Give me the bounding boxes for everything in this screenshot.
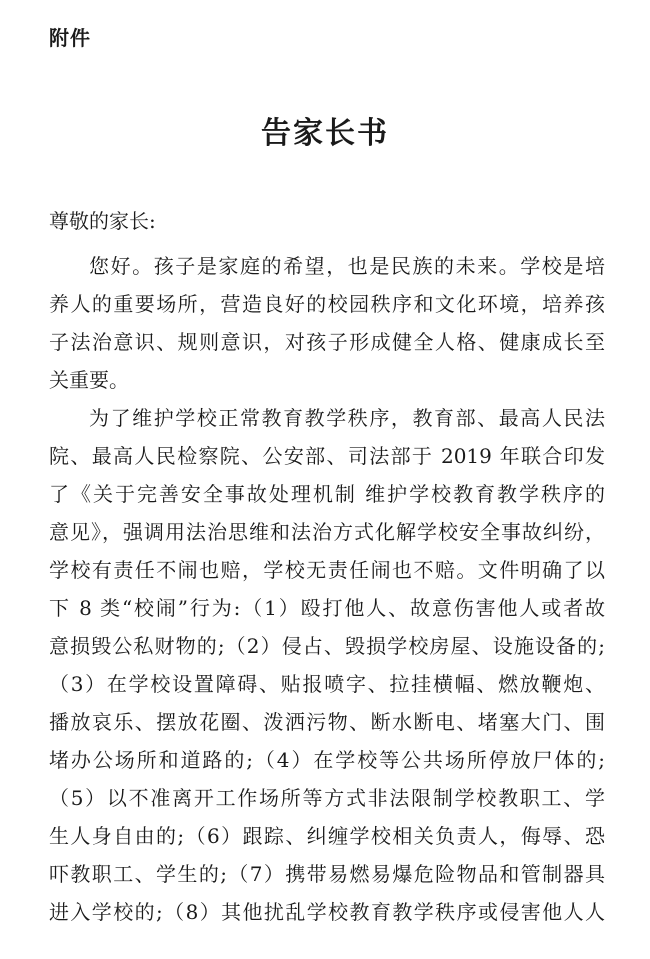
salutation: 尊敬的家长: (49, 209, 156, 233)
body-line: 了《关于完善安全事故处理机制 维护学校教育教学秩序的 (49, 482, 605, 506)
body-line: 生人身自由的;（6）跟踪、纠缠学校相关负责人，侮辱、恐 (49, 824, 605, 848)
body-line: 您好。孩子是家庭的希望，也是民族的未来。学校是培 (89, 254, 605, 278)
document-title: 告家长书 (261, 116, 389, 151)
body-line: 进入学校的;（8）其他扰乱学校教育教学秩序或侵害他人人 (49, 900, 605, 924)
body-line: 播放哀乐、摆放花圈、泼洒污物、断水断电、堵塞大门、围 (49, 710, 605, 734)
body-line: 下 8 类“校闹”行为:（1）殴打他人、故意伤害他人或者故 (49, 596, 605, 620)
body-line: 养人的重要场所，营造良好的校园秩序和文化环境，培养孩 (49, 292, 605, 316)
body-line: 吓教职工、学生的;（7）携带易燃易爆危险物品和管制器具 (49, 862, 605, 886)
body-line: （3）在学校设置障碍、贴报喷字、拉挂横幅、燃放鞭炮、 (49, 672, 605, 696)
body-line: （5）以不准离开工作场所等方式非法限制学校教职工、学 (49, 786, 605, 810)
body-line: 意损毁公私财物的;（2）侵占、毁损学校房屋、设施设备的; (49, 634, 605, 658)
attachment-label: 附件 (49, 26, 91, 50)
body-line: 关重要。 (49, 368, 129, 392)
body-line: 意见》，强调用法治思维和法治方式化解学校安全事故纠纷， (49, 520, 605, 544)
body-line: 为了维护学校正常教育教学秩序，教育部、最高人民法 (89, 406, 605, 430)
body-line: 子法治意识、规则意识，对孩子形成健全人格、健康成长至 (49, 330, 605, 354)
body-line: 学校有责任不闹也赔，学校无责任闹也不赔。文件明确了以 (49, 558, 605, 582)
body-line: 堵办公场所和道路的;（4）在学校等公共场所停放尸体的; (49, 748, 605, 772)
body-line: 院、最高人民检察院、公安部、司法部于 2019 年联合印发 (49, 444, 605, 468)
